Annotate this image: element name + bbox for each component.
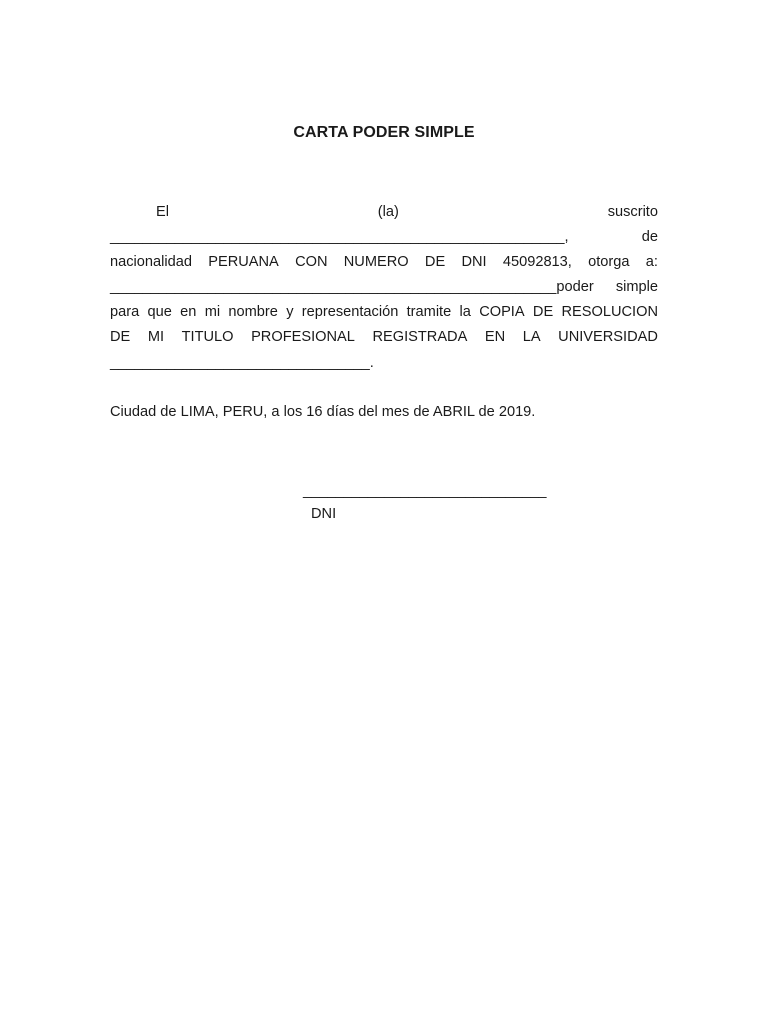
date-line: Ciudad de LIMA, PERU, a los 16 días del mes de ABRIL de 2019.: [110, 404, 536, 420]
text-word: a:: [645, 254, 658, 270]
text-word: DE: [110, 329, 131, 345]
paragraph-line-2: [110, 228, 658, 246]
signature-line: ______________________________: [303, 483, 547, 499]
text-word: COPIA: [479, 304, 525, 320]
text-word: DE: [532, 304, 554, 320]
paragraph-line-4: [110, 278, 658, 296]
dni-number: 45092813,: [502, 254, 572, 270]
text-word: la: [459, 304, 471, 320]
signature-dni-label: DNI: [311, 506, 337, 522]
text-word: EN: [484, 329, 506, 345]
text-word: DE: [424, 254, 446, 270]
text-word: tramite: [406, 304, 452, 320]
recipient-blank: _______________________________________________________poder: [110, 279, 594, 295]
text-word: representación: [301, 304, 399, 320]
text-word: de: [641, 229, 658, 245]
text-word: otorga: [588, 254, 630, 270]
paragraph-line-1: [110, 203, 658, 221]
text-word: El: [156, 204, 169, 220]
text-word: y: [286, 304, 294, 320]
text-word: UNIVERSIDAD: [558, 329, 658, 345]
text-word: REGISTRADA: [372, 329, 468, 345]
text-word: (la): [377, 204, 399, 220]
text-word: PERUANA: [208, 254, 279, 270]
text-word: nacionalidad: [110, 254, 192, 270]
text-word: RESOLUCION: [561, 304, 658, 320]
text-word: simple: [615, 279, 658, 295]
document-title: CARTA PODER SIMPLE: [293, 124, 475, 141]
paragraph-line-3: [110, 253, 658, 271]
text-word: suscrito: [607, 204, 658, 220]
text-word: LA: [522, 329, 541, 345]
text-word: MI: [147, 329, 165, 345]
university-blank: ________________________________.: [110, 355, 374, 371]
text-word: CON: [295, 254, 328, 270]
paragraph-line-5: [110, 303, 658, 321]
text-word: que: [147, 304, 172, 320]
text-word: nombre: [228, 304, 278, 320]
paragraph-line-6: [110, 328, 658, 346]
text-word: PROFESIONAL: [251, 329, 355, 345]
text-word: TITULO: [181, 329, 234, 345]
text-word: en: [180, 304, 197, 320]
text-word: NUMERO: [343, 254, 409, 270]
text-word: DNI: [461, 254, 487, 270]
text-word: mi: [204, 304, 221, 320]
text-word: para: [110, 304, 140, 320]
name-blank: ________________________________________________________,: [110, 229, 569, 245]
